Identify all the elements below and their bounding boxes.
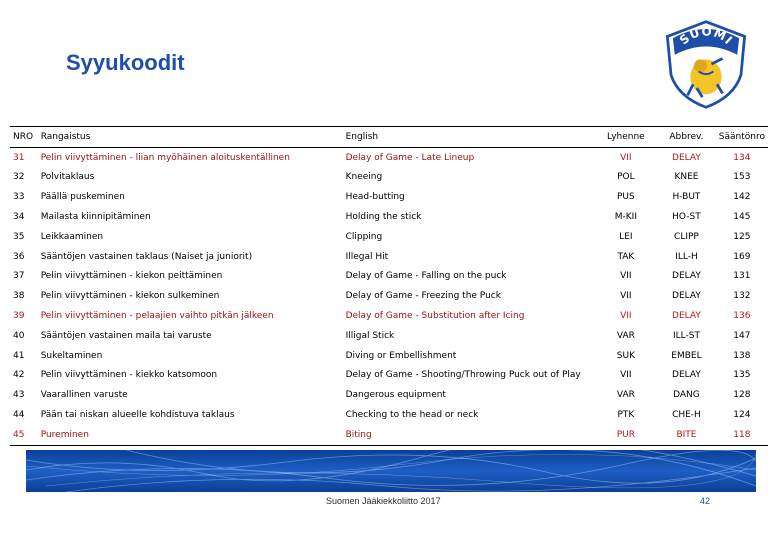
cell-rangaistus: Vaarallinen varuste <box>40 390 128 401</box>
cell-saantonro: 145 <box>733 212 751 223</box>
cell-abbrev: ILL-ST <box>672 330 700 341</box>
cell-english: Delay of Game - Substitution after Icing <box>345 311 525 322</box>
cell-abbrev: EMBEL <box>671 350 702 361</box>
cell-nro: 40 <box>13 330 25 341</box>
cell-lyhenne: TAK <box>617 251 635 262</box>
page-title: Syyukoodit <box>66 50 185 75</box>
table-row <box>10 207 768 227</box>
table-row <box>10 385 768 405</box>
cell-nro: 35 <box>13 231 25 242</box>
cell-abbrev: CLIPP <box>674 231 699 242</box>
cell-lyhenne: PUS <box>617 192 635 203</box>
finland-lion-crest-logo <box>660 18 752 110</box>
table-header-row <box>10 127 768 148</box>
cell-lyhenne: VAR <box>616 390 635 401</box>
cell-english: Checking to the head or neck <box>345 410 479 421</box>
cell-english: Dangerous equipment <box>345 390 446 401</box>
cell-rangaistus: Pureminen <box>38 425 343 445</box>
header-rangaistus: Rangaistus <box>38 127 343 148</box>
table-row <box>10 346 768 366</box>
table-row <box>10 247 768 267</box>
cell-lyhenne: VII <box>620 291 632 302</box>
cell-abbrev: HO-ST <box>672 212 701 223</box>
cell-abbrev: DELAY <box>672 271 701 282</box>
cell-saantonro: 128 <box>733 390 751 401</box>
cell-rangaistus: Pelin viivyttäminen - kiekko katsomoon <box>40 370 218 381</box>
cell-english: Kneeing <box>345 172 383 183</box>
cell-rangaistus: Sääntöjen vastainen maila tai varuste <box>40 330 212 341</box>
cell-lyhenne: PUR <box>595 425 658 445</box>
cell-lyhenne: POL <box>617 172 635 183</box>
cell-nro: 34 <box>13 212 25 223</box>
cell-abbrev: H-BUT <box>672 192 701 203</box>
table-row <box>10 366 768 386</box>
cell-english: Delay of Game - Late Lineup <box>345 152 475 163</box>
cell-saantonro: 131 <box>733 271 751 282</box>
table-row <box>10 405 768 425</box>
cell-abbrev: CHE-H <box>672 410 701 421</box>
cell-saantonro: 138 <box>733 350 751 361</box>
page-number: 42 <box>700 496 711 506</box>
header-abbrev: Abbrev. <box>657 127 716 148</box>
cell-nro: 38 <box>13 291 25 302</box>
cell-english: Delay of Game - Freezing the Puck <box>345 291 501 302</box>
penalty-codes-table <box>10 126 768 446</box>
cell-lyhenne: VII <box>620 311 632 322</box>
cell-lyhenne: SUK <box>616 350 635 361</box>
cell-nro: 36 <box>13 251 25 262</box>
logo-text: SUOMI <box>676 24 736 48</box>
cell-lyhenne: LEI <box>619 231 633 242</box>
cell-rangaistus: Mailasta kiinnipitäminen <box>40 212 151 223</box>
cell-saantonro: 132 <box>733 291 751 302</box>
cell-abbrev: DELAY <box>672 291 701 302</box>
cell-lyhenne: VAR <box>616 330 635 341</box>
table-row <box>10 425 768 445</box>
cell-nro: 32 <box>13 172 25 183</box>
table-row <box>10 267 768 287</box>
cell-saantonro: 134 <box>733 152 751 163</box>
cell-english: Holding the stick <box>345 212 422 223</box>
header-nro: NRO <box>10 127 38 148</box>
cell-english: Clipping <box>345 231 383 242</box>
cell-saantonro: 142 <box>733 192 751 203</box>
cell-lyhenne: M-KII <box>614 212 637 223</box>
cell-saantonro: 136 <box>733 311 751 322</box>
cell-lyhenne: PTK <box>617 410 635 421</box>
cell-lyhenne: VII <box>620 370 632 381</box>
table-body <box>10 147 768 445</box>
cell-lyhenne: VII <box>620 152 632 163</box>
footer-organization: Suomen Jääkiekkoliitto 2017 <box>326 496 441 506</box>
header-lyhenne: Lyhenne <box>595 127 658 148</box>
footer-ice-banner <box>26 450 756 492</box>
cell-rangaistus: Pelin viivyttäminen - pelaajien vaihto pitkän jälkeen <box>40 311 274 322</box>
table-row <box>10 168 768 188</box>
cell-nro: 33 <box>13 192 25 203</box>
cell-saantonro: 125 <box>733 231 751 242</box>
cell-lyhenne: VII <box>620 271 632 282</box>
table-row <box>10 326 768 346</box>
cell-saantonro: 169 <box>733 251 751 262</box>
cell-abbrev: ILL-H <box>675 251 698 262</box>
cell-nro: 43 <box>13 390 25 401</box>
cell-abbrev: BITE <box>657 425 716 445</box>
table-row <box>10 286 768 306</box>
cell-english: Illigal Stick <box>345 330 395 341</box>
cell-nro: 39 <box>13 311 25 322</box>
cell-rangaistus: Päällä puskeminen <box>40 192 125 203</box>
header-english: English <box>343 127 595 148</box>
cell-abbrev: DELAY <box>672 370 701 381</box>
cell-abbrev: DELAY <box>672 152 701 163</box>
cell-english: Illegal Hit <box>345 251 389 262</box>
cell-saantonro: 153 <box>733 172 751 183</box>
cell-rangaistus: Pelin viivyttäminen - kiekon sulkeminen <box>40 291 220 302</box>
cell-rangaistus: Sukeltaminen <box>40 350 103 361</box>
cell-nro: 42 <box>13 370 25 381</box>
table-row <box>10 147 768 167</box>
header-saantonro: Sääntönro <box>716 127 768 148</box>
cell-english: Delay of Game - Shooting/Throwing Puck out of Play <box>345 370 581 381</box>
cell-nro: 31 <box>13 152 25 163</box>
cell-rangaistus: Pään tai niskan alueelle kohdistuva taklaus <box>40 410 235 421</box>
cell-saantonro: 135 <box>733 370 751 381</box>
cell-abbrev: DELAY <box>672 311 701 322</box>
cell-nro: 45 <box>10 425 38 445</box>
cell-english: Delay of Game - Falling on the puck <box>345 271 507 282</box>
cell-saantonro: 124 <box>733 410 751 421</box>
cell-nro: 41 <box>13 350 25 361</box>
cell-saantonro: 147 <box>733 330 751 341</box>
cell-rangaistus: Pelin viivyttäminen - liian myöhäinen aloituskentällinen <box>40 152 290 163</box>
cell-nro: 37 <box>13 271 25 282</box>
cell-saantonro: 118 <box>716 425 768 445</box>
cell-english: Head-butting <box>345 192 405 203</box>
cell-rangaistus: Sääntöjen vastainen taklaus (Naiset ja juniorit) <box>40 251 253 262</box>
cell-english: Biting <box>343 425 595 445</box>
table-row <box>10 227 768 247</box>
table-row <box>10 187 768 207</box>
cell-english: Diving or Embellishment <box>345 350 457 361</box>
table-row <box>10 306 768 326</box>
cell-nro: 44 <box>13 410 25 421</box>
cell-rangaistus: Leikkaaminen <box>40 231 104 242</box>
cell-rangaistus: Pelin viivyttäminen - kiekon peittäminen <box>40 271 223 282</box>
cell-rangaistus: Polvitaklaus <box>40 172 95 183</box>
cell-abbrev: DANG <box>673 390 700 401</box>
ice-scratch-pattern <box>26 450 756 492</box>
cell-abbrev: KNEE <box>674 172 699 183</box>
